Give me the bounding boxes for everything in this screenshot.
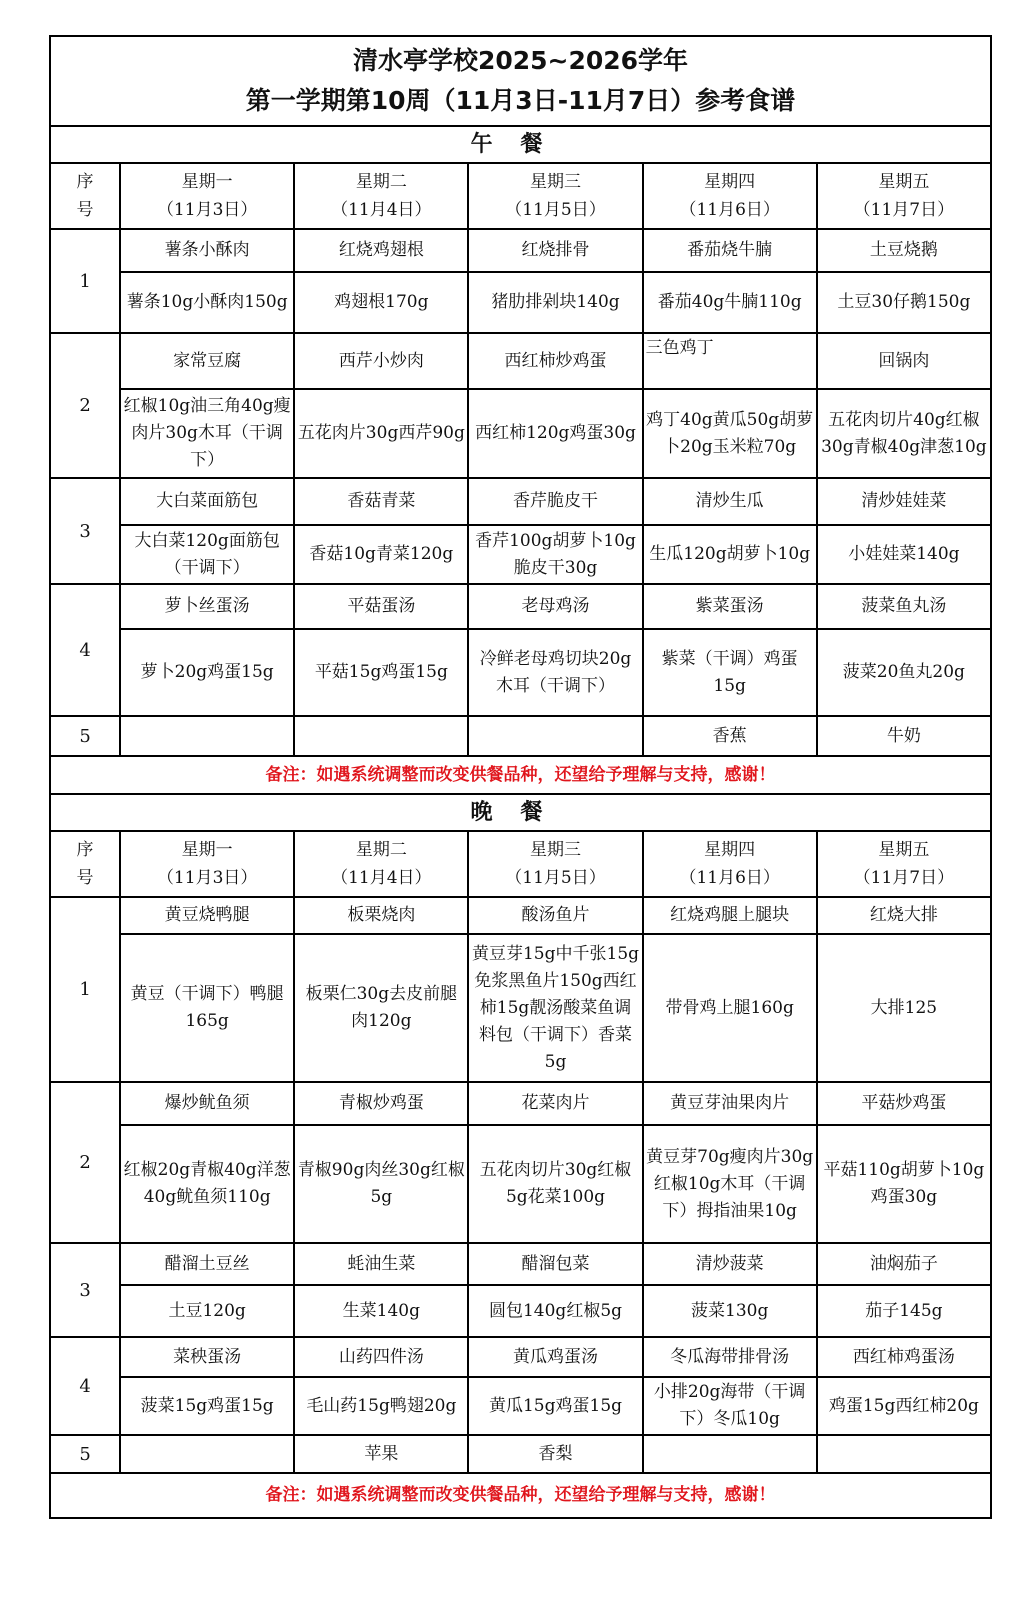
ingredient-list: 五花肉切片40g红椒30g青椒40g津葱10g <box>817 389 991 478</box>
ingredient-list: 黄瓜15g鸡蛋15g <box>468 1377 642 1435</box>
dinner-ingredient-row <box>50 934 991 1082</box>
dinner-seq-header <box>50 831 120 897</box>
dinner-table-body <box>50 897 991 1473</box>
row-number: 1 <box>50 229 120 333</box>
dish-name: 酸汤鱼片 <box>468 897 642 934</box>
ingredient-list: 菠菜15g鸡蛋15g <box>120 1377 294 1435</box>
row-number: 1 <box>50 897 120 1082</box>
dish-name: 青椒炒鸡蛋 <box>294 1082 468 1125</box>
ingredient-list: 大白菜120g面筋包（干调下） <box>120 525 294 584</box>
ingredient-list: 茄子145g <box>817 1285 991 1337</box>
ingredient-list: 圆包140g红椒5g <box>468 1285 642 1337</box>
seq-label-line-1: 序 <box>76 840 94 860</box>
dish-name: 家常豆腐 <box>120 333 294 389</box>
lunch-ingredient-row <box>50 389 991 478</box>
dinner-ingredient-row <box>50 1377 991 1435</box>
dish-name: 西红柿炒鸡蛋 <box>468 333 642 389</box>
row-number: 4 <box>50 584 120 716</box>
ingredient-list: 黄豆芽15g中千张15g免浆黑鱼片150g西红柿15g靓汤酸菜鱼调料包（干调下）香菜5g <box>468 934 642 1082</box>
lunch-seq-header <box>50 163 120 229</box>
ingredient-list: 黄豆（干调下）鸭腿165g <box>120 934 294 1082</box>
lunch-item-row <box>50 716 991 756</box>
dish-name: 平菇炒鸡蛋 <box>817 1082 991 1125</box>
ingredient-list: 猪肋排剁块140g <box>468 272 642 333</box>
day-date: （11月4日） <box>331 200 432 220</box>
seq-label-line-2: 号 <box>76 868 94 888</box>
day-date: （11月3日） <box>156 200 258 220</box>
ingredient-list: 鸡翅根170g <box>294 272 468 333</box>
day-date: （11月3日） <box>156 868 258 888</box>
dinner-header-row <box>50 831 991 897</box>
dinner-dish-row <box>50 1337 991 1377</box>
dish-name: 香芹脆皮干 <box>468 478 642 525</box>
dish-name: 花菜肉片 <box>468 1082 642 1125</box>
dish-name: 老母鸡汤 <box>468 584 642 629</box>
day-date: （11月5日） <box>505 200 606 220</box>
dinner-dish-row <box>50 1243 991 1285</box>
ingredient-list: 香菇10g青菜120g <box>294 525 468 584</box>
day-name: 星期二 <box>355 172 407 192</box>
ingredient-list: 萝卜20g鸡蛋15g <box>120 629 294 716</box>
dinner-item-row <box>50 1435 991 1473</box>
row-number: 5 <box>50 716 120 756</box>
lunch-section-heading: 午餐 <box>50 126 991 163</box>
ingredient-list: 薯条10g小酥肉150g <box>120 272 294 333</box>
lunch-ingredient-row <box>50 629 991 716</box>
ingredient-list: 大排125 <box>817 934 991 1082</box>
row-number: 5 <box>50 1435 120 1473</box>
title-line-2: 第一学期第10周（11月3日-11月7日）参考食谱 <box>245 86 796 115</box>
dish-name: 醋溜包菜 <box>468 1243 642 1285</box>
ingredient-list: 土豆30仔鹅150g <box>817 272 991 333</box>
item-cell <box>468 716 642 756</box>
dish-name: 红烧排骨 <box>468 229 642 272</box>
day-name: 星期一 <box>181 840 233 860</box>
lunch-day-header <box>120 163 294 229</box>
day-date: （11月6日） <box>679 868 780 888</box>
dish-name: 蚝油生菜 <box>294 1243 468 1285</box>
lunch-note: 备注：如遇系统调整而改变供餐品种，还望给予理解与支持，感谢！ <box>50 756 991 794</box>
day-date: （11月7日） <box>853 200 955 220</box>
dish-name: 爆炒鱿鱼须 <box>120 1082 294 1125</box>
lunch-day-header <box>643 163 817 229</box>
ingredient-list: 鸡丁40g黄瓜50g胡萝卜20g玉米粒70g <box>643 389 817 478</box>
day-name: 星期三 <box>530 840 581 860</box>
dish-name: 清炒娃娃菜 <box>817 478 991 525</box>
dish-name: 冬瓜海带排骨汤 <box>643 1337 817 1377</box>
item-cell: 香梨 <box>468 1435 642 1473</box>
item-cell <box>120 716 294 756</box>
item-cell <box>643 1435 817 1473</box>
lunch-ingredient-row <box>50 525 991 584</box>
dinner-day-header <box>643 831 817 897</box>
ingredient-list: 番茄40g牛腩110g <box>643 272 817 333</box>
ingredient-list: 带骨鸡上腿160g <box>643 934 817 1082</box>
item-cell: 牛奶 <box>817 716 991 756</box>
dish-name: 黄豆烧鸭腿 <box>120 897 294 934</box>
day-name: 星期二 <box>355 840 407 860</box>
dinner-day-header <box>817 831 991 897</box>
row-number: 4 <box>50 1337 120 1435</box>
row-number: 3 <box>50 478 120 584</box>
dish-name: 清炒生瓜 <box>643 478 817 525</box>
ingredient-list: 平菇110g胡萝卜10g鸡蛋30g <box>817 1125 991 1243</box>
page-title <box>50 36 991 126</box>
ingredient-list: 五花肉切片30g红椒5g花菜100g <box>468 1125 642 1243</box>
dish-name: 紫菜蛋汤 <box>643 584 817 629</box>
dish-name: 板栗烧肉 <box>294 897 468 934</box>
ingredient-list: 毛山药15g鸭翅20g <box>294 1377 468 1435</box>
dish-name: 清炒菠菜 <box>643 1243 817 1285</box>
lunch-day-header <box>468 163 642 229</box>
lunch-dish-row <box>50 584 991 629</box>
ingredient-list: 青椒90g肉丝30g红椒5g <box>294 1125 468 1243</box>
lunch-day-header <box>817 163 991 229</box>
item-cell <box>120 1435 294 1473</box>
day-name: 星期四 <box>704 172 756 192</box>
dish-name: 番茄烧牛腩 <box>643 229 817 272</box>
dinner-note: 备注：如遇系统调整而改变供餐品种，还望给予理解与支持，感谢！ <box>50 1473 991 1518</box>
dish-name: 菠菜鱼丸汤 <box>817 584 991 629</box>
ingredient-list: 菠菜20鱼丸20g <box>817 629 991 716</box>
item-cell <box>294 716 468 756</box>
day-name: 星期一 <box>181 172 233 192</box>
row-number: 3 <box>50 1243 120 1337</box>
ingredient-list: 紫菜（干调）鸡蛋15g <box>643 629 817 716</box>
day-name: 星期三 <box>530 172 581 192</box>
day-name: 星期四 <box>704 840 756 860</box>
dish-name: 油焖茄子 <box>817 1243 991 1285</box>
dish-name: 三色鸡丁 <box>643 333 817 389</box>
dish-name: 西红柿鸡蛋汤 <box>817 1337 991 1377</box>
seq-label-line-2: 号 <box>76 200 94 220</box>
dish-name: 黄瓜鸡蛋汤 <box>468 1337 642 1377</box>
dish-name: 红烧鸡翅根 <box>294 229 468 272</box>
ingredient-list: 土豆120g <box>120 1285 294 1337</box>
dish-name: 萝卜丝蛋汤 <box>120 584 294 629</box>
menu-table <box>49 35 992 1519</box>
lunch-dish-row <box>50 333 991 389</box>
dinner-day-header <box>294 831 468 897</box>
ingredient-list: 生菜140g <box>294 1285 468 1337</box>
dish-name: 大白菜面筋包 <box>120 478 294 525</box>
ingredient-list: 小排20g海带（干调下）冬瓜10g <box>643 1377 817 1435</box>
title-line-1: 清水亭学校2025~2026学年 <box>352 46 689 75</box>
ingredient-list: 鸡蛋15g西红柿20g <box>817 1377 991 1435</box>
ingredient-list: 西红柿120g鸡蛋30g <box>468 389 642 478</box>
ingredient-list: 平菇15g鸡蛋15g <box>294 629 468 716</box>
lunch-header-row <box>50 163 991 229</box>
dish-name: 黄豆芽油果肉片 <box>643 1082 817 1125</box>
ingredient-list: 板栗仁30g去皮前腿肉120g <box>294 934 468 1082</box>
dinner-dish-row <box>50 1082 991 1125</box>
lunch-ingredient-row <box>50 272 991 333</box>
ingredient-list: 菠菜130g <box>643 1285 817 1337</box>
day-date: （11月5日） <box>505 868 606 888</box>
day-name: 星期五 <box>878 172 930 192</box>
dish-name: 土豆烧鹅 <box>817 229 991 272</box>
ingredient-list: 五花肉片30g西芹90g <box>294 389 468 478</box>
dish-name: 香菇青菜 <box>294 478 468 525</box>
dish-name: 回锅肉 <box>817 333 991 389</box>
dish-name: 红烧鸡腿上腿块 <box>643 897 817 934</box>
day-name: 星期五 <box>878 840 930 860</box>
row-number: 2 <box>50 333 120 478</box>
dinner-ingredient-row <box>50 1125 991 1243</box>
dish-name: 薯条小酥肉 <box>120 229 294 272</box>
dinner-section-heading: 晚餐 <box>50 794 991 831</box>
dish-name: 平菇蛋汤 <box>294 584 468 629</box>
row-number: 2 <box>50 1082 120 1243</box>
dinner-ingredient-row <box>50 1285 991 1337</box>
ingredient-list: 小娃娃菜140g <box>817 525 991 584</box>
day-date: （11月7日） <box>853 868 955 888</box>
item-cell: 苹果 <box>294 1435 468 1473</box>
dinner-day-header <box>120 831 294 897</box>
ingredient-list: 黄豆芽70g瘦肉片30g红椒10g木耳（干调下）拇指油果10g <box>643 1125 817 1243</box>
item-cell: 香蕉 <box>643 716 817 756</box>
ingredient-list: 红椒20g青椒40g洋葱40g鱿鱼须110g <box>120 1125 294 1243</box>
dinner-dish-row <box>50 897 991 934</box>
lunch-day-header <box>294 163 468 229</box>
lunch-dish-row <box>50 229 991 272</box>
lunch-dish-row <box>50 478 991 525</box>
dish-name: 红烧大排 <box>817 897 991 934</box>
item-cell <box>817 1435 991 1473</box>
day-date: （11月4日） <box>331 868 432 888</box>
ingredient-list: 香芹100g胡萝卜10g脆皮干30g <box>468 525 642 584</box>
day-date: （11月6日） <box>679 200 780 220</box>
dish-name: 山药四件汤 <box>294 1337 468 1377</box>
ingredient-list: 生瓜120g胡萝卜10g <box>643 525 817 584</box>
dish-name: 菜秧蛋汤 <box>120 1337 294 1377</box>
seq-label-line-1: 序 <box>76 172 94 192</box>
ingredient-list: 红椒10g油三角40g瘦肉片30g木耳（干调下） <box>120 389 294 478</box>
dinner-day-header <box>468 831 642 897</box>
dish-name: 醋溜土豆丝 <box>120 1243 294 1285</box>
ingredient-list: 冷鲜老母鸡切块20g木耳（干调下） <box>468 629 642 716</box>
lunch-table-body <box>50 229 991 756</box>
dish-name: 西芹小炒肉 <box>294 333 468 389</box>
